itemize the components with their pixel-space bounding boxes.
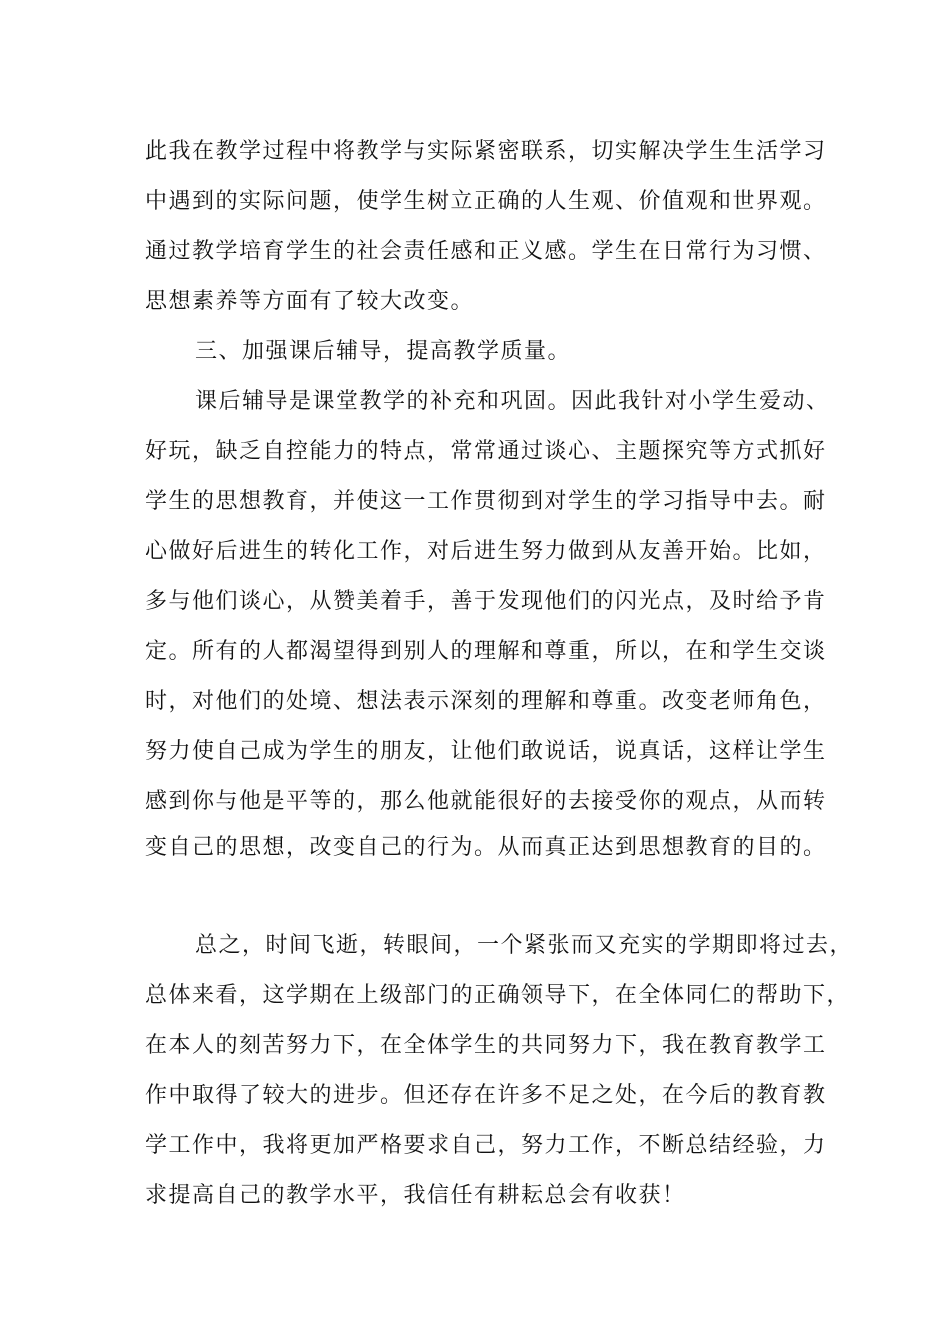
text-line: 课后辅导是课堂教学的补充和巩固。因此我针对小学生爱动、 bbox=[195, 389, 830, 414]
text-line: 总体来看，这学期在上级部门的正确领导下，在全体同仁的帮助下， bbox=[145, 983, 851, 1008]
text-line: 作中取得了较大的进步。但还存在许多不足之处，在今后的教育教 bbox=[145, 1083, 827, 1108]
text-line: 总之，时间飞逝，转眼间，一个紧张而又充实的学期即将过去， bbox=[195, 933, 854, 958]
text-line: 变自己的思想，改变自己的行为。从而真正达到思想教育的目的。 bbox=[145, 835, 827, 860]
text-line: 思想素养等方面有了较大改变。 bbox=[145, 289, 475, 314]
text-line: 在本人的刻苦努力下，在全体学生的共同努力下，我在教育教学工 bbox=[145, 1033, 827, 1058]
text-line: 心做好后进生的转化工作，对后进生努力做到从友善开始。比如， bbox=[145, 539, 827, 564]
text-line: 学工作中，我将更加严格要求自己，努力工作，不断总结经验，力 bbox=[145, 1133, 827, 1158]
text-line: 通过教学培育学生的社会责任感和正义感。学生在日常行为习惯、 bbox=[145, 239, 827, 264]
text-line: 定。所有的人都渴望得到别人的理解和尊重，所以，在和学生交谈 bbox=[145, 639, 827, 664]
text-line: 此我在教学过程中将教学与实际紧密联系，切实解决学生生活学习 bbox=[145, 139, 827, 164]
text-line: 学生的思想教育，并使这一工作贯彻到对学生的学习指导中去。耐 bbox=[145, 489, 827, 514]
text-line: 中遇到的实际问题，使学生树立正确的人生观、价值观和世界观。 bbox=[145, 189, 827, 214]
text-line: 感到你与他是平等的，那么他就能很好的去接受你的观点，从而转 bbox=[145, 789, 827, 814]
text-line: 多与他们谈心，从赞美着手，善于发现他们的闪光点，及时给予肯 bbox=[145, 589, 827, 614]
section-heading: 三、加强课后辅导，提高教学质量。 bbox=[195, 339, 572, 364]
text-line: 时，对他们的处境、想法表示深刻的理解和尊重。改变老师角色， bbox=[145, 689, 827, 714]
text-line: 好玩，缺乏自控能力的特点，常常通过谈心、主题探究等方式抓好 bbox=[145, 439, 827, 464]
text-line: 求提高自己的教学水平，我信任有耕耘总会有收获！ bbox=[145, 1183, 686, 1208]
text-line: 努力使自己成为学生的朋友，让他们敢说话，说真话，这样让学生 bbox=[145, 739, 827, 764]
